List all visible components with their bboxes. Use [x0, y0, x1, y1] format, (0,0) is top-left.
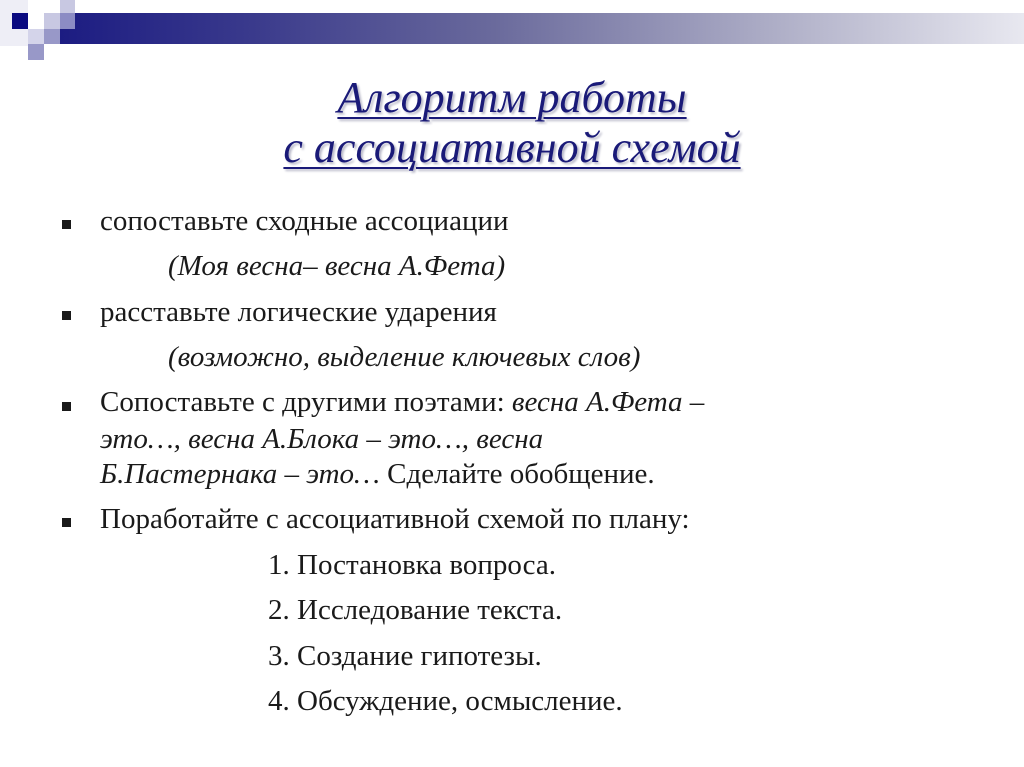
bullet-icon	[62, 220, 71, 229]
bullet-note: (Моя весна– весна А.Фета)	[168, 250, 506, 282]
bullet-text: сопоставьте сходные ассоциации	[100, 205, 509, 237]
bullet-text-cont	[100, 458, 655, 491]
plan-item: 1. Постановка вопроса.	[268, 549, 557, 581]
plan-item: 3. Создание гипотезы.	[268, 640, 542, 672]
bullet-note: (возможно, выделение ключевых слов)	[168, 341, 641, 373]
text-italic: весна А.Фета –	[511, 386, 705, 418]
text: Сопоставьте с другими поэтами:	[100, 386, 512, 418]
bullet-text: расставьте логические ударения	[100, 296, 497, 328]
bullet-icon	[62, 311, 71, 320]
plan-item: 2. Исследование текста.	[268, 594, 563, 626]
slide-title-line1: Алгоритм работы	[337, 73, 687, 122]
decor-square	[28, 44, 44, 60]
plan-item: 4. Обсуждение, осмысление.	[268, 685, 623, 717]
decor-square	[12, 13, 28, 29]
bullet-icon	[62, 402, 71, 411]
decor-square	[60, 13, 75, 29]
decor-square	[44, 29, 60, 44]
decor-square	[60, 0, 75, 13]
bullet-text	[100, 386, 704, 419]
bullet-text-cont: это…, весна А.Блока – это…, весна	[100, 423, 544, 455]
decor-square	[44, 13, 60, 29]
header-bar	[60, 13, 1024, 44]
text: Сделайте обобщение.	[379, 458, 655, 490]
bullet-text: Поработайте с ассоциативной схемой по плану:	[100, 503, 690, 535]
bullet-icon	[62, 518, 71, 527]
text-italic: Б.Пастернака – это…	[100, 458, 380, 490]
decor-square	[28, 29, 44, 44]
slide-title-line2: с ассоциативной схемой	[283, 123, 741, 172]
